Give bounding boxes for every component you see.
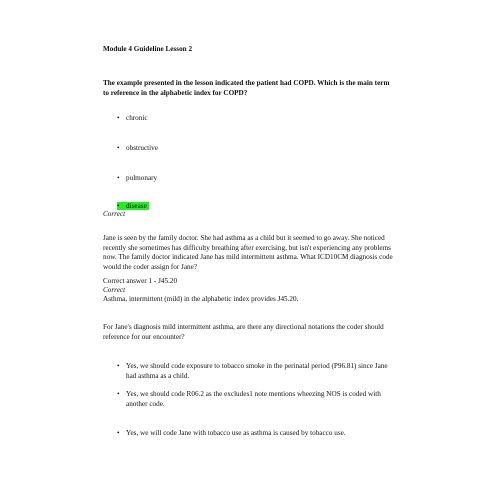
q3-option-label: Yes, we should code exposure to tobacco smoke in the perinatal period (P96.81) since Jane had asthma as a child.: [126, 362, 388, 380]
bullet-icon: •: [117, 390, 120, 398]
question-3-text: For Jane's diagnosis mild intermittent asthma, are there any directional notations the coder should reference for our encounter?: [103, 323, 384, 341]
q2-answer: Correct answer 1 - J45.20: [103, 277, 178, 285]
bullet-icon: •: [117, 202, 120, 210]
q1-feedback: Correct: [103, 210, 126, 218]
q1-option-chronic: [117, 114, 148, 123]
bullet-icon: •: [117, 174, 120, 182]
question-1-text: The example presented in the lesson indicated the patient had COPD. Which is the main term to reference in the alphabetic index for COPD?: [103, 79, 390, 98]
document-title: Module 4 Guideline Lesson 2: [103, 45, 193, 53]
q1-option-label: obstructive: [126, 144, 158, 152]
question-2-text: Jane is seen by the family doctor. She had asthma as a child but it seemed to go away. She noticed recently she sometimes has difficulty breathing after exercising, but isn't experiencing any problems now. The family doctor indicated Jane has mild intermittent asthma. What ICD10CM diagnosis code would the coder assign for Jane?: [103, 234, 393, 271]
q3-option-1: [117, 362, 397, 381]
q2-explanation: Asthma, intermittent (mild) in the alphabetic index provides J45.20.: [103, 295, 299, 303]
bullet-icon: •: [117, 429, 120, 437]
bullet-icon: •: [117, 114, 120, 122]
q3-option-label: Yes, we will code Jane with tobacco use as asthma is caused by tobacco use.: [126, 429, 346, 437]
q1-option-label: chronic: [126, 114, 148, 122]
q2-feedback: Correct: [103, 286, 126, 294]
q3-option-label: Yes, we should code R06.2 as the excludes1 note mentions wheezing NOS is coded with another code.: [126, 390, 381, 408]
selected-answer-highlight: [117, 202, 149, 210]
q1-option-label: pulmonary: [126, 174, 158, 182]
q1-option-obstructive: [117, 144, 158, 153]
q3-option-3: [117, 429, 397, 439]
q1-option-label: disease: [126, 202, 147, 210]
bullet-icon: •: [117, 144, 120, 152]
bullet-icon: •: [117, 362, 120, 370]
q1-option-pulmonary: [117, 174, 157, 183]
q3-option-2: [117, 390, 397, 409]
